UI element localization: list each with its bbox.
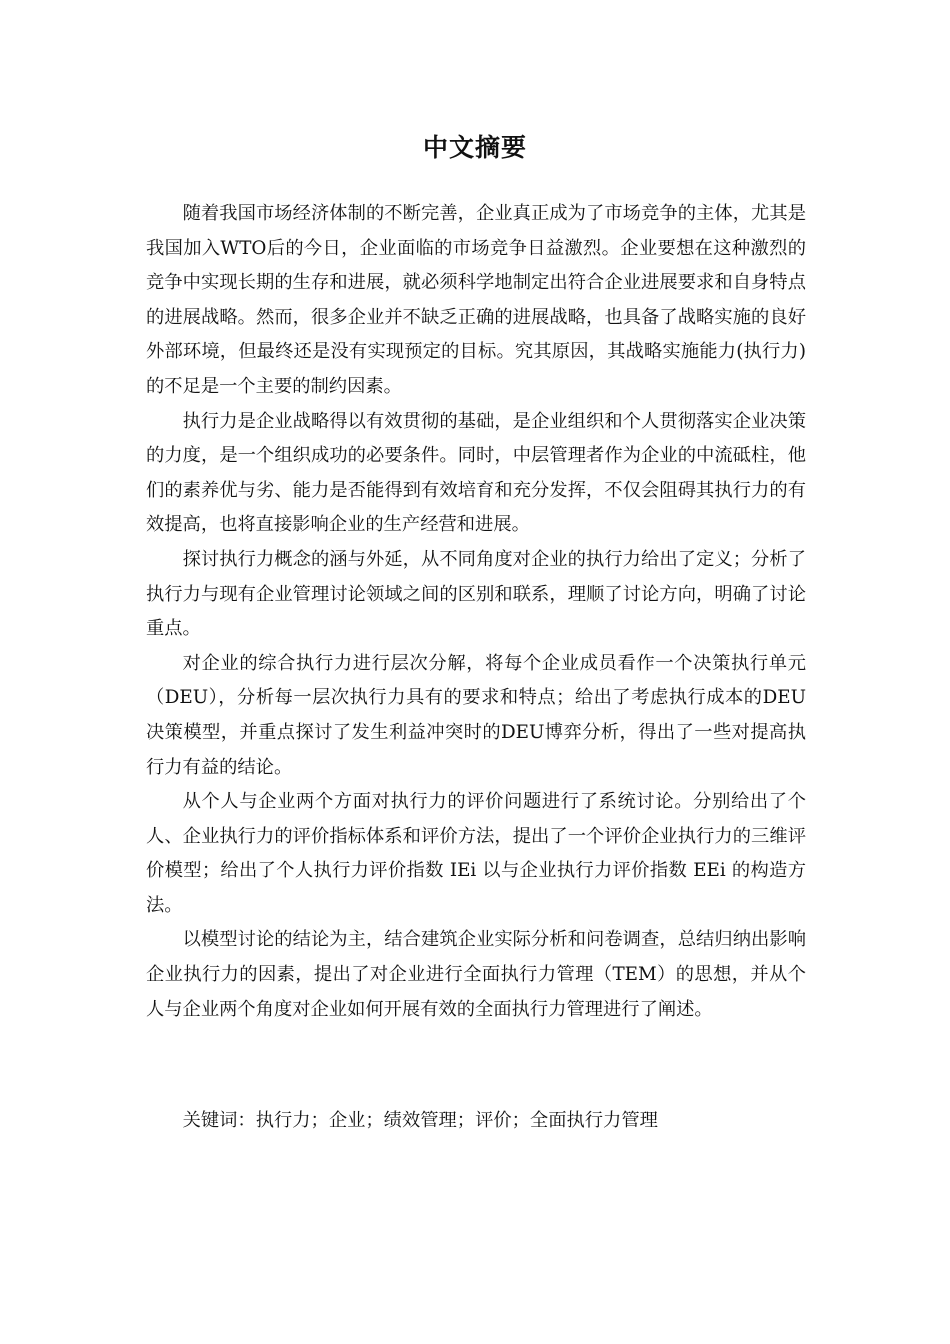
abstract-paragraph-6: 以模型讨论的结论为主，结合建筑企业实际分析和问卷调查，总结归纳出影响企业执行力的因素，提出了对企业进行全面执行力管理（TEM）的思想，并从个人与企业两个角度对企业如何开展有效的全面执行力管理进行了阐述。	[146, 929, 806, 1020]
abstract-body	[146, 197, 806, 1027]
abstract-paragraph-2: 执行力是企业战略得以有效贯彻的基础，是企业组织和个人贯彻落实企业决策的力度，是一个组织成功的必要条件。同时，中层管理者作为企业的中流砥柱，他们的素养优与劣、能力是否能得到有效培育和充分发挥，不仅会阻碍其执行力的有效提高，也将直接影响企业的生产经营和进展。	[146, 410, 806, 536]
abstract-paragraph-4: 对企业的综合执行力进行层次分解，将每个企业成员看作一个决策执行单元（DEU），分析每一层次执行力具有的要求和特点；给出了考虑执行成本的DEU决策模型，并重点探讨了发生利益冲突时的DEU博弈分析，得出了一些对提高执行力有益的结论。	[146, 652, 806, 778]
keywords-line: 关键词：执行力；企业；绩效管理；评价；全面执行力管理	[182, 1110, 658, 1131]
page-title: 中文摘要	[422, 133, 527, 162]
abstract-paragraph-5: 从个人与企业两个方面对执行力的评价问题进行了系统讨论。分别给出了个人、企业执行力的评价指标体系和评价方法，提出了一个评价企业执行力的三维评价模型；给出了个人执行力评价指数 IEi 以与企业执行力评价指数 EEi 的构造方法。	[146, 791, 806, 916]
abstract-paragraph-1: 随着我国市场经济体制的不断完善，企业真正成为了市场竞争的主体，尤其是我国加入WTO后的今日，企业面临的市场竞争日益激烈。企业要想在这种激烈的竞争中实现长期的生存和进展，就必须科学地制定出符合企业进展要求和自身特点的进展战略。然而，很多企业并不缺乏正确的进展战略，也具备了战略实施的良好外部环境，但最终还是没有实现预定的目标。究其原因，其战略实施能力(执行力)的不足是一个主要的制约因素。	[146, 203, 806, 397]
abstract-paragraph-3: 探讨执行力概念的涵与外延，从不同角度对企业的执行力给出了定义；分析了执行力与现有企业管理讨论领域之间的区别和联系，理顺了讨论方向，明确了讨论重点。	[146, 548, 806, 640]
